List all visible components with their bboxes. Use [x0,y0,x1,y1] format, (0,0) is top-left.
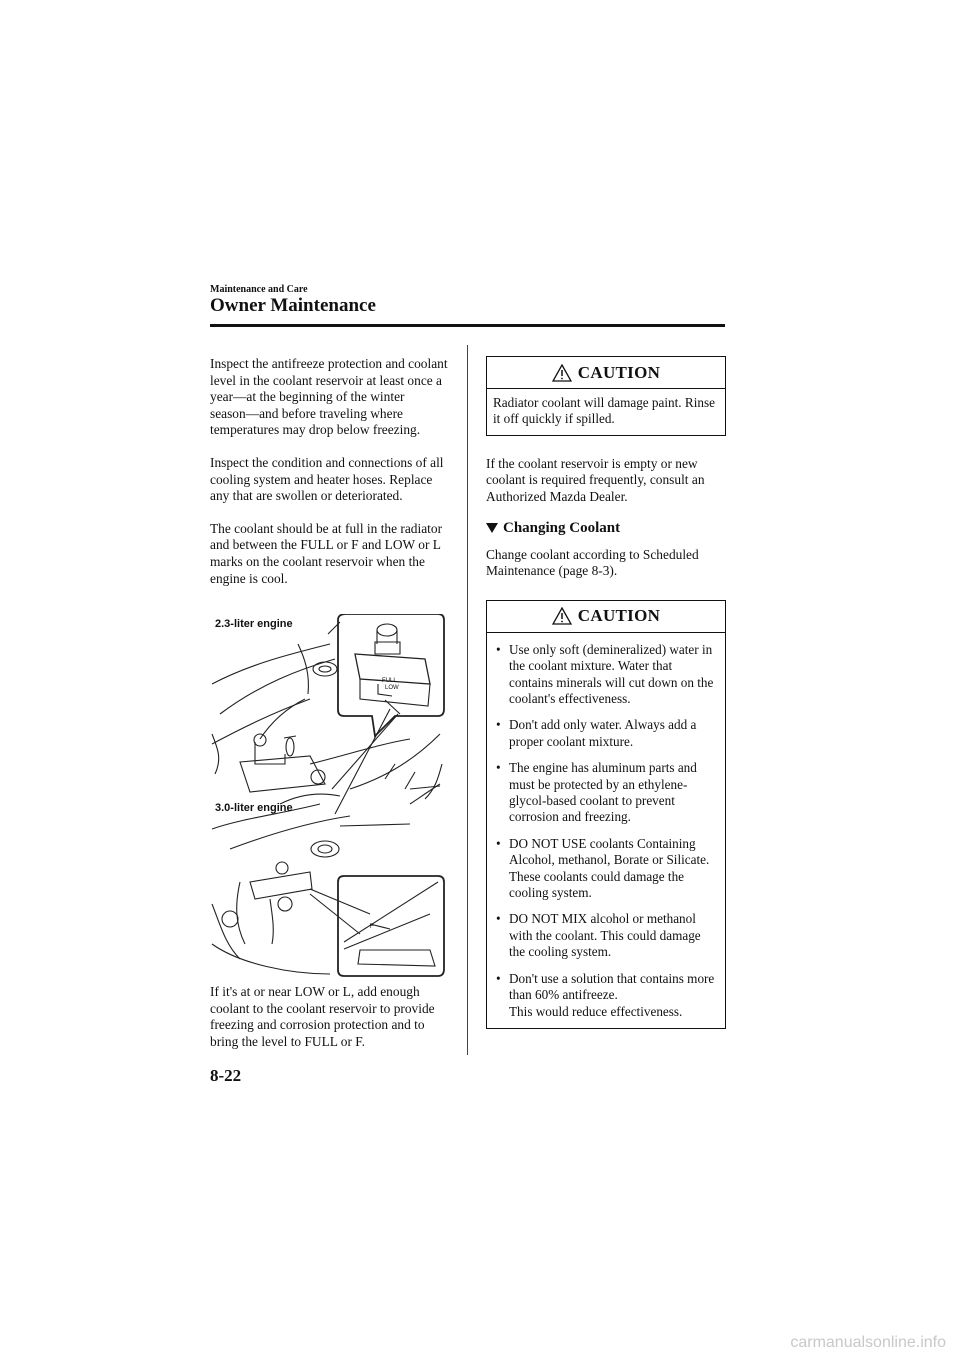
coolant-reservoir-illustration [210,614,446,980]
caution-item: • DO NOT MIX alcohol or methanol with the coolant. This could damage the cooling system. [493,911,717,960]
label-2-3-liter-engine: 2.3-liter engine [215,618,293,630]
left-column-bottom [210,984,450,1050]
paragraph-consult-dealer: If the coolant reservoir is empty or new coolant is required frequently, consult an Authorized Mazda Dealer. [486,455,705,504]
mark-low: LOW [385,685,399,691]
mark-f: F [370,924,374,930]
caution-box-coolant [486,600,726,1029]
mark-full: FULL [382,678,397,684]
caution-body [487,389,725,435]
subheading-changing-coolant [486,520,726,537]
paragraph-change-coolant: Change coolant according to Scheduled Maintenance (page 8-3). [486,546,699,579]
section-label: Maintenance and Care [210,284,308,295]
caution-item: • Don't add only water. Always add a proper coolant mixture. [493,717,717,750]
right-column [486,356,726,1029]
caution-header [487,357,725,389]
subheading-text: Changing Coolant [503,519,621,536]
caution-body [487,633,725,1028]
engine-bay-drawing [210,614,446,980]
column-divider [467,345,468,1055]
caution-header [487,601,725,633]
caution-box-paint [486,356,726,436]
paragraph-coolant-level: The coolant should be at full in the radiator and between the FULL or F and LOW or L marks on the coolant reservoir when the engine is cool. [210,520,443,586]
left-column [210,356,450,587]
page-number: 8-22 [210,1066,242,1085]
caution-heading: CAUTION [577,606,661,626]
caution-heading: CAUTION [577,362,661,382]
warning-triangle-icon [552,364,572,382]
warning-triangle-icon [552,607,572,625]
caution-text: Radiator coolant will damage paint. Rinse it off quickly if spilled. [493,395,715,427]
caution-item: • The engine has aluminum parts and must be protected by an ethylene-glycol-based coolant to prevent corrosion and freezing. [493,760,717,826]
label-3-0-liter-engine: 3.0-liter engine [215,802,293,814]
paragraph-inspect-antifreeze: Inspect the antifreeze protection and coolant level in the coolant reservoir at least once a year―at the beginning of the winter season―and before traveling where temperatures may drop below freezing. [210,356,448,438]
page-title: Owner Maintenance [210,295,376,316]
caution-item: • DO NOT USE coolants Containing Alcohol, methanol, Borate or Silicate. These coolants could damage the cooling system. [493,836,717,902]
paragraph-add-coolant: If it's at or near LOW or L, add enough coolant to the coolant reservoir to provide freezing and corrosion protection and to bring the level to FULL or F. [210,984,435,1049]
watermark: carmanualsonline.info [790,1334,946,1351]
down-triangle-icon [486,523,498,533]
caution-list [493,642,717,1020]
caution-item: • Don't use a solution that contains more than 60% antifreeze. This would reduce effectiveness. [493,971,717,1020]
paragraph-inspect-hoses: Inspect the condition and connections of all cooling system and heater hoses. Replace any that are swollen or deteriorated. [210,454,444,504]
caution-item: • Use only soft (demineralized) water in the coolant mixture. Water that contains minerals will cut down on the coolant's effectiveness. [493,642,717,708]
title-rule [210,324,725,327]
